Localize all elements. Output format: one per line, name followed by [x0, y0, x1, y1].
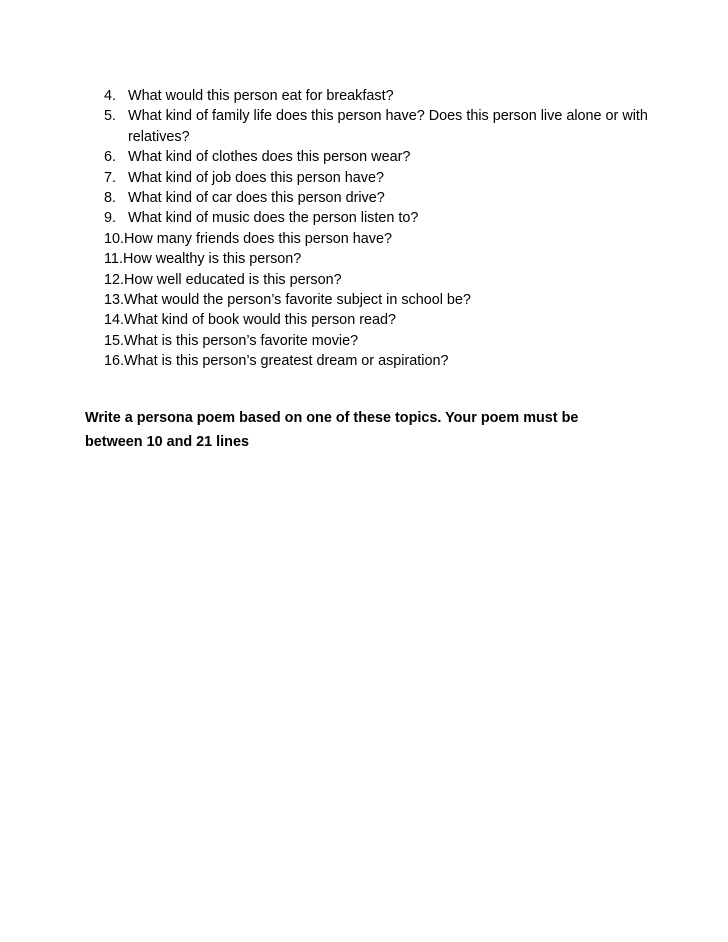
- poem-instruction: Write a persona poem based on one of these topics. Your poem must be between 10 and 21 lines: [85, 410, 579, 450]
- question-number: 7.: [104, 169, 117, 186]
- question-number: 8.: [104, 190, 117, 207]
- question-item-10: [104, 229, 664, 249]
- question-number: 6.: [104, 149, 117, 166]
- question-text: How many friends does this person have?: [124, 230, 392, 247]
- question-number: 15.: [104, 332, 125, 349]
- question-number: 14.: [104, 312, 125, 329]
- question-number: 10.: [104, 230, 125, 247]
- question-text: What would the person’s favorite subject in school be?: [124, 292, 471, 309]
- question-item-15: [104, 331, 664, 351]
- question-number: 12.: [104, 271, 125, 288]
- question-text: How wealthy is this person?: [122, 251, 302, 268]
- question-number: 5.: [104, 108, 117, 125]
- question-item-14: [104, 310, 664, 330]
- question-text: What is this person’s greatest dream or aspiration?: [124, 353, 449, 370]
- question-text: What would this person eat for breakfast?: [128, 88, 394, 104]
- question-list: [104, 86, 664, 372]
- question-item-8: [104, 188, 664, 208]
- question-text: What kind of clothes does this person wear?: [128, 149, 411, 166]
- question-number: 13.: [104, 292, 125, 309]
- question-text: What kind of family life does this person have? Does this person live alone or with relatives?: [128, 108, 648, 145]
- question-item-11: [104, 249, 664, 269]
- question-number: 9.: [104, 210, 117, 227]
- question-text: What kind of book would this person read?: [124, 312, 396, 329]
- question-text: What is this person’s favorite movie?: [124, 332, 359, 349]
- question-item-4: [104, 86, 664, 106]
- question-text: What kind of music does the person listen to?: [128, 210, 419, 227]
- question-text: What kind of job does this person have?: [128, 169, 384, 186]
- question-number: 16.: [104, 353, 125, 370]
- question-number: 4.: [104, 88, 117, 104]
- question-item-5: [104, 106, 664, 147]
- question-item-12: [104, 270, 664, 290]
- question-text: What kind of car does this person drive?: [128, 190, 385, 207]
- question-number: 11.: [104, 251, 123, 268]
- question-item-9: [104, 208, 664, 228]
- question-item-16: [104, 351, 664, 371]
- question-item-7: [104, 168, 664, 188]
- question-item-13: [104, 290, 664, 310]
- question-text: How well educated is this person?: [124, 271, 342, 288]
- question-item-6: [104, 147, 664, 167]
